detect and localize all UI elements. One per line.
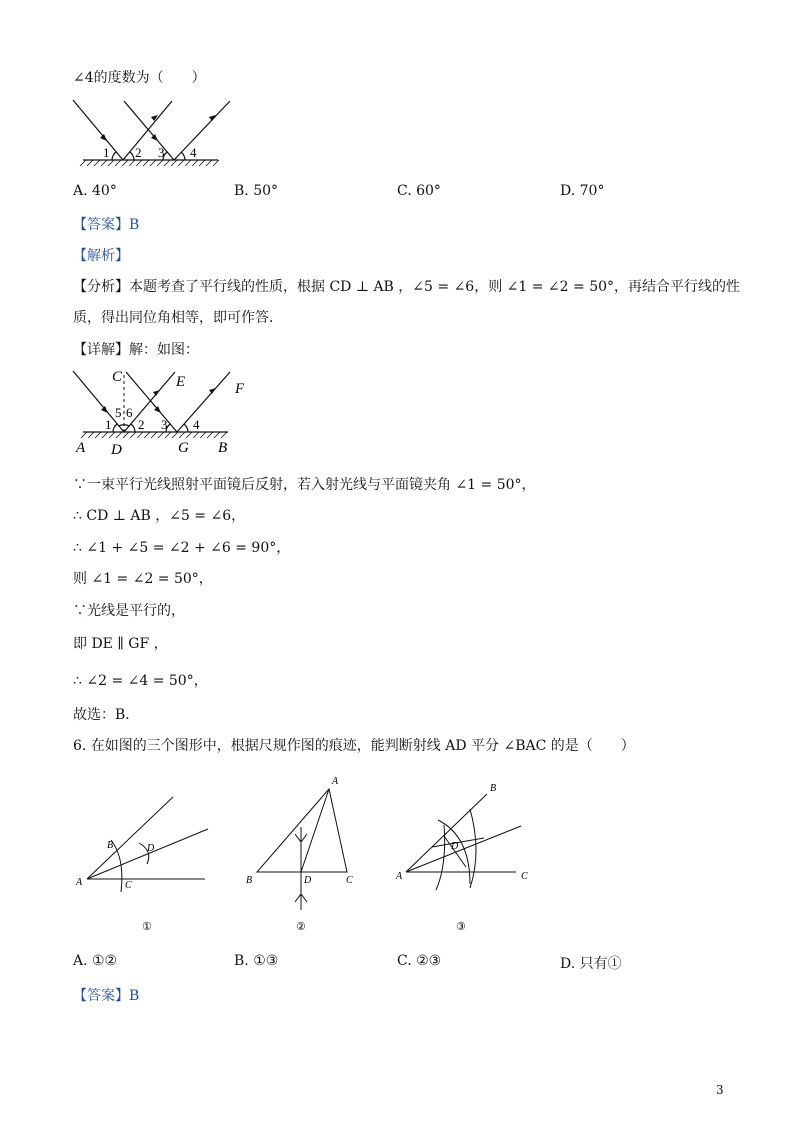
q6-fig3-label-c: C — [521, 871, 528, 882]
q5-step-2: ∴ CD ⊥ AB ，∠5 = ∠6， — [73, 508, 246, 524]
q5-sol-label-b: B — [218, 440, 228, 456]
q5-step-7: ∴ ∠2 = ∠4 = 50°， — [73, 673, 208, 689]
q5-option-a: A. 40° — [73, 183, 117, 199]
q5-sol-label-1: 1 — [105, 417, 112, 432]
q6-fig3-caption: ③ — [456, 921, 466, 933]
q6-fig2-label-d: D — [304, 875, 312, 886]
q6-fig3-label-d: D — [451, 841, 459, 852]
q5-sol-label-a: A — [76, 440, 86, 456]
q5-analysis-line1: 【分析】本题考查了平行线的性质，根据 CD ⊥ AB ，∠5 = ∠6，则 ∠1 = ∠2 = 50°，再结合平行线的性 — [73, 279, 741, 295]
q5-jiexi-heading: 【解析】 — [73, 248, 129, 264]
q6-fig3-label-a: A — [396, 871, 403, 882]
q5-sol-label-6: 6 — [126, 405, 133, 420]
q5-step-1: ∵一束平行光线照射平面镜后反射，若入射光线与平面镜夹角 ∠1 = 50°， — [73, 477, 536, 493]
q5-step-4: 则 ∠1 = ∠2 = 50°， — [73, 571, 213, 587]
q6-fig1-label-a: A — [76, 877, 83, 888]
q5-sol-label-g: G — [178, 440, 189, 456]
q6-answer: 【答案】B — [73, 988, 140, 1004]
q6-fig1-label-c: C — [125, 880, 132, 891]
q5-sol-label-4: 4 — [193, 417, 200, 432]
page-number: 3 — [716, 1083, 724, 1097]
q6-option-b: B. ①③ — [234, 953, 279, 969]
q5-step-6: 即 DE ∥ GF ， — [73, 636, 168, 652]
q6-fig1-label-d: D — [147, 843, 155, 854]
q6-fig2-label-c: C — [346, 875, 353, 886]
q5-fig-label-4: 4 — [190, 145, 197, 160]
q5-fig-label-3: 3 — [158, 145, 165, 160]
q5-step-3: ∴ ∠1 + ∠5 = ∠2 + ∠6 = 90°， — [73, 540, 291, 556]
q5-sol-label-5: 5 — [115, 405, 122, 420]
q5-answer: 【答案】B — [73, 217, 140, 233]
q6-fig2-caption: ② — [296, 921, 306, 933]
q5-sol-label-c: C — [112, 369, 123, 385]
q5-step-5: ∵光线是平行的， — [73, 603, 185, 619]
q5-sol-label-f: F — [235, 381, 245, 397]
q5-detail-heading: 【详解】解：如图： — [73, 342, 199, 358]
q5-sol-label-e: E — [176, 374, 186, 390]
q6-fig1-caption: ① — [142, 921, 152, 933]
q5-step-8: 故选：B． — [73, 707, 140, 723]
q6-fig3-label-b: B — [490, 783, 497, 794]
q6-option-a: A. ①② — [73, 953, 118, 969]
q5-sol-label-3: 3 — [161, 417, 168, 432]
q5-sol-label-d: D — [111, 442, 122, 458]
q5-analysis-line2: 质，得出同位角相等，即可作答． — [73, 310, 283, 326]
q5-stem: ∠4的度数为（ ） — [73, 70, 206, 86]
q6-fig2-label-a: A — [332, 776, 339, 787]
q5-fig-label-2: 2 — [135, 145, 142, 160]
q5-option-d: D. 70° — [560, 183, 605, 199]
q6-fig2-label-b: B — [246, 875, 253, 886]
q6-stem: 6. 在如图的三个图形中，根据尺规作图的痕迹，能判断射线 AD 平分 ∠BAC 的是（ ） — [73, 738, 635, 754]
q6-option-d: D. 只有① — [560, 956, 622, 972]
q5-option-b: B. 50° — [234, 183, 279, 199]
q6-option-c: C. ②③ — [397, 953, 442, 969]
q5-option-c: C. 60° — [397, 183, 441, 199]
q6-fig1-label-b: B — [107, 840, 114, 851]
q5-sol-label-2: 2 — [138, 417, 145, 432]
q5-fig-label-1: 1 — [103, 145, 110, 160]
